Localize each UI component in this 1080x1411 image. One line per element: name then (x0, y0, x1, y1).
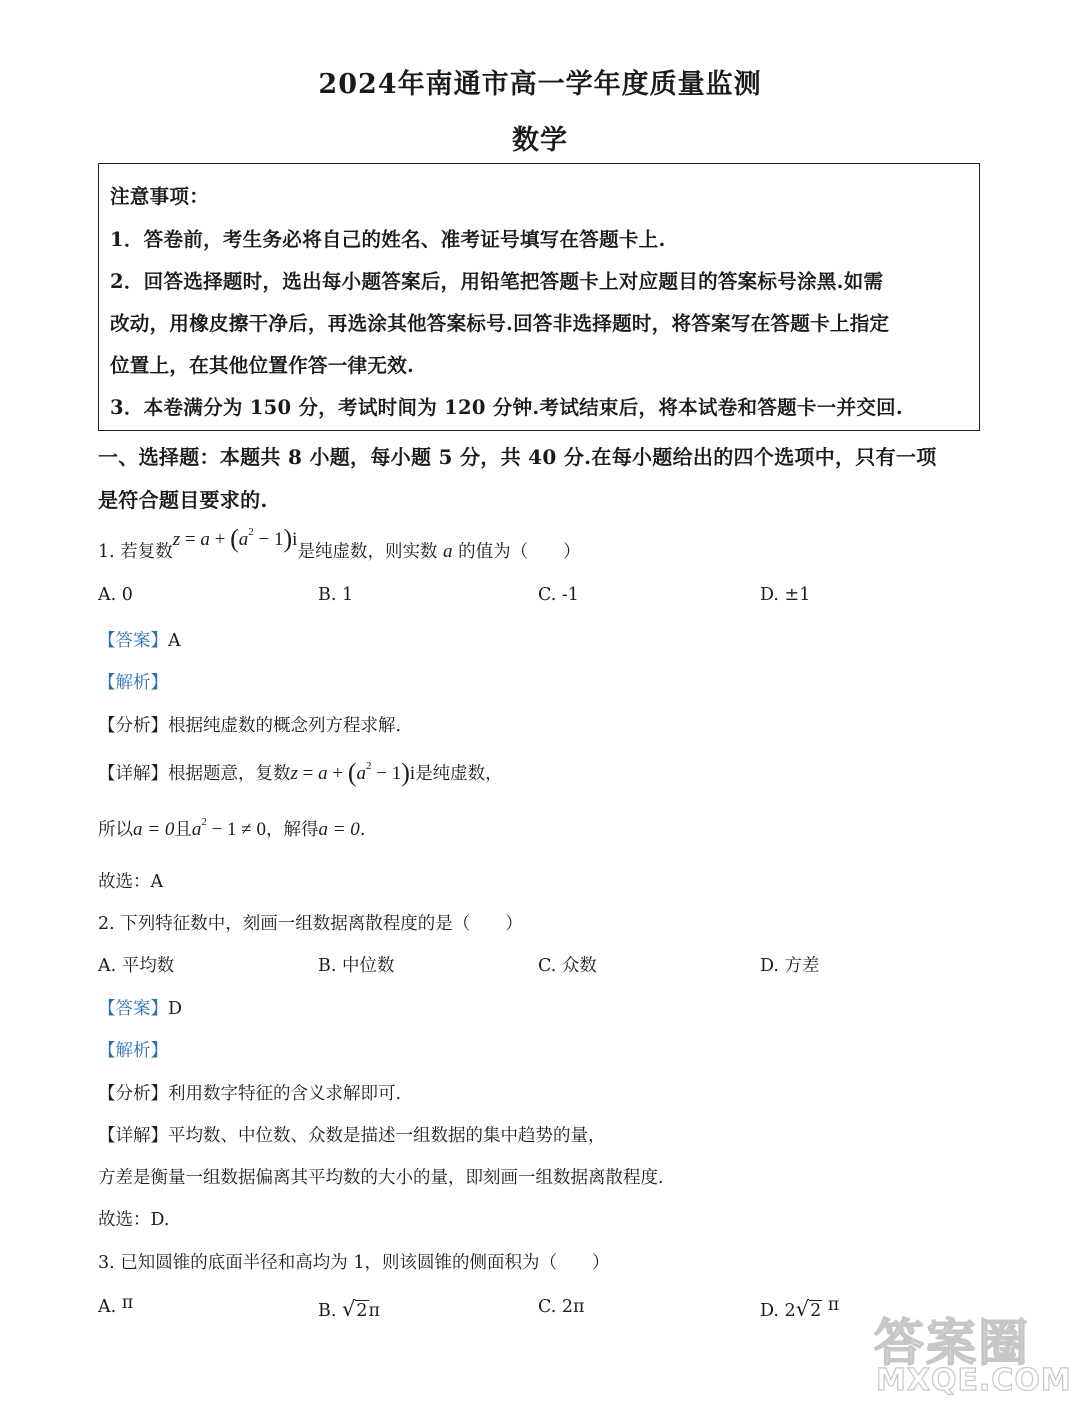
q2-stem: 2. 下列特征数中，刻画一组数据离散程度的是（ ） (98, 914, 523, 934)
q1-fenxi: 【分析】根据纯虚数的概念列方程求解. (98, 716, 402, 736)
q1-option-a: A. 0 (98, 585, 133, 605)
q1-detail-formula: $z = a + (a^2 - 1)i$ (290, 758, 416, 787)
q3-option-b: B. √2π (318, 1297, 381, 1321)
q1-detail-1: 【详解】根据题意，复数$z = a + (a^2 - 1)i$是纯虚数， (98, 758, 503, 787)
q2-fenxi: 【分析】利用数字特征的含义求解即可. (98, 1084, 402, 1104)
q2-answer: 【答案】D (98, 999, 183, 1019)
answer-tag: 【答案】 (98, 631, 168, 651)
q1-option-b: B. 1 (318, 585, 354, 605)
q3-stem: 3. 已知圆锥的底面半径和高均为 1，则该圆锥的侧面积为（ ） (98, 1253, 610, 1273)
sqrt-symbol: √2 (795, 1297, 822, 1321)
q1-option-c: C. -1 (538, 585, 579, 605)
q3-option-d: D. 2√2 π (760, 1295, 840, 1321)
exam-title: 2024年南通市高一学年度质量监测 (318, 69, 762, 100)
notice-item-2-end: 位置上，在其他位置作答一律无效. (110, 354, 415, 377)
watermark-url: MXQE.COM (876, 1363, 1072, 1398)
q1-detail-2: 所以a = 0且$a^2 - 1 \ne 0$，解得a = 0. (98, 816, 366, 840)
q2-detail-2: 方差是衡量一组数据偏离其平均数的大小的量，即刻画一组数据离散程度. (98, 1168, 664, 1188)
notice-box (98, 163, 980, 431)
q2-option-c: C. 众数 (538, 956, 597, 976)
notice-item-1: 1．答卷前，考生务必将自己的姓名、准考证号填写在答题卡上. (110, 228, 666, 251)
subject-title: 数学 (512, 125, 568, 156)
q3-option-a: A. π (98, 1293, 134, 1317)
sqrt-symbol: √2 (342, 1297, 368, 1321)
q2-option-b: B. 中位数 (318, 956, 395, 976)
notice-item-2: 2．回答选择题时，选出每小题答案后，用铅笔把答题卡上对应题目的答案标号涂黑.如需 (110, 270, 884, 293)
q1-choose: 故选：A (98, 872, 164, 892)
notice-item-3: 3．本卷满分为 150 分，考试时间为 120 分钟.考试结束后，将本试卷和答题卡一并交回. (110, 396, 904, 419)
q1-option-d: D. ±1 (760, 585, 811, 605)
q3-option-c: C. 2π (538, 1297, 585, 1317)
watermark-text: 答案圈 (874, 1314, 1030, 1372)
notice-heading: 注意事项： (110, 185, 210, 208)
notice-item-2-cont: 改动，用橡皮擦干净后，再选涂其他答案标号.回答非选择题时，将答案写在答题卡上指定 (110, 312, 890, 335)
section-heading-cont: 是符合题目要求的. (98, 488, 268, 512)
q1-stem: 1. 若复数$z = a + (a^2 - 1)i$是纯虚数，则实数 a 的值为（ ） (98, 524, 581, 562)
q1-formula: $z = a + (a^2 - 1)i$ (172, 524, 298, 553)
q2-analysis-tag: 【解析】 (98, 1041, 168, 1061)
section-heading: 一、选择题：本题共 8 小题，每小题 5 分，共 40 分.在每小题给出的四个选项中，只有一项 (98, 445, 937, 469)
q2-option-a: A. 平均数 (98, 956, 175, 976)
q2-option-d: D. 方差 (760, 956, 820, 976)
q1-analysis-tag: 【解析】 (98, 673, 168, 693)
watermark-logo (870, 1303, 1072, 1403)
q1-answer: 【答案】A (98, 631, 181, 651)
q2-choose: 故选：D. (98, 1210, 170, 1230)
q2-detail-1: 【详解】平均数、中位数、众数是描述一组数据的集中趋势的量， (98, 1126, 606, 1146)
